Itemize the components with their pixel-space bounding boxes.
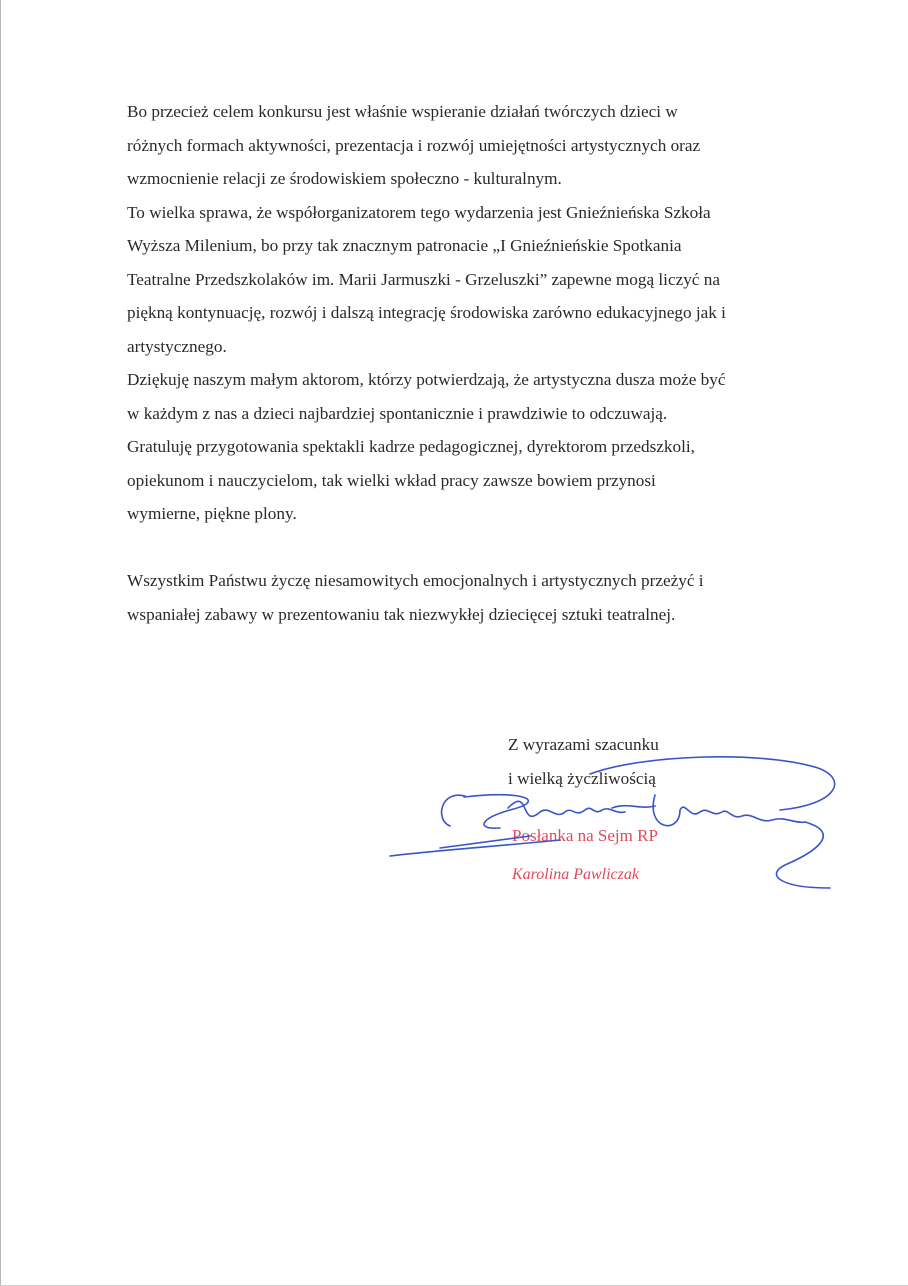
closing-line-1: Z wyrazami szacunku [508, 735, 659, 754]
body-line: Bo przecież celem konkursu jest właśnie wspieranie działań twórczych dzieci w [127, 102, 678, 121]
body-line: Gratuluję przygotowania spektakli kadrze pedagogicznej, dyrektorom przedszkoli, [127, 437, 695, 456]
body-line: opiekunom i nauczycielom, tak wielki wkład pracy zawsze bowiem przynosi [127, 470, 656, 490]
page-edge [0, 0, 1, 1286]
body-line: Wyższa Milenium, bo przy tak znacznym patronacie „I Gnieźnieńskie Spotkania [127, 236, 682, 255]
body-line: wspaniałej zabawy w prezentowaniu tak niezwykłej dziecięcej sztuki teatralnej. [127, 604, 676, 624]
paragraph-gap [127, 531, 817, 565]
body-line: w każdym z nas a dzieci najbardziej spontanicznie i prawdziwie to odczuwają. [127, 403, 668, 423]
body-line: wzmocnienie relacji ze środowiskiem społeczno - kulturalnym. [127, 169, 562, 188]
stamp-name: Karolina Pawliczak [512, 866, 639, 883]
body-line: piękną kontynuację, rozwój i dalszą integrację środowiska zarówno edukacyjnego jak i [127, 303, 726, 322]
body-line: wymierne, piękne plony. [127, 504, 297, 523]
body-line: Wszystkim Państwu życzę niesamowitych emocjonalnych i artystycznych przeżyć i [127, 571, 704, 590]
body-line: artystycznego. [127, 336, 227, 356]
body-line: różnych formach aktywności, prezentacja i rozwój umiejętności artystycznych oraz [127, 135, 701, 155]
stamp-title: Posłanka na Sejm RP [512, 826, 658, 845]
body-line: To wielka sprawa, że współorganizatorem tego wydarzenia jest Gnieźnieńska Szkoła [127, 202, 711, 222]
closing-line-2: i wielką życzliwością [508, 768, 656, 788]
letter-body [127, 95, 817, 631]
handwritten-signature [380, 750, 840, 900]
body-line: Dziękuję naszym małym aktorom, którzy potwierdzają, że artystyczna dusza może być [127, 370, 726, 389]
body-line: Teatralne Przedszkolaków im. Marii Jarmuszki - Grzeluszki” zapewne mogą liczyć na [127, 269, 720, 289]
